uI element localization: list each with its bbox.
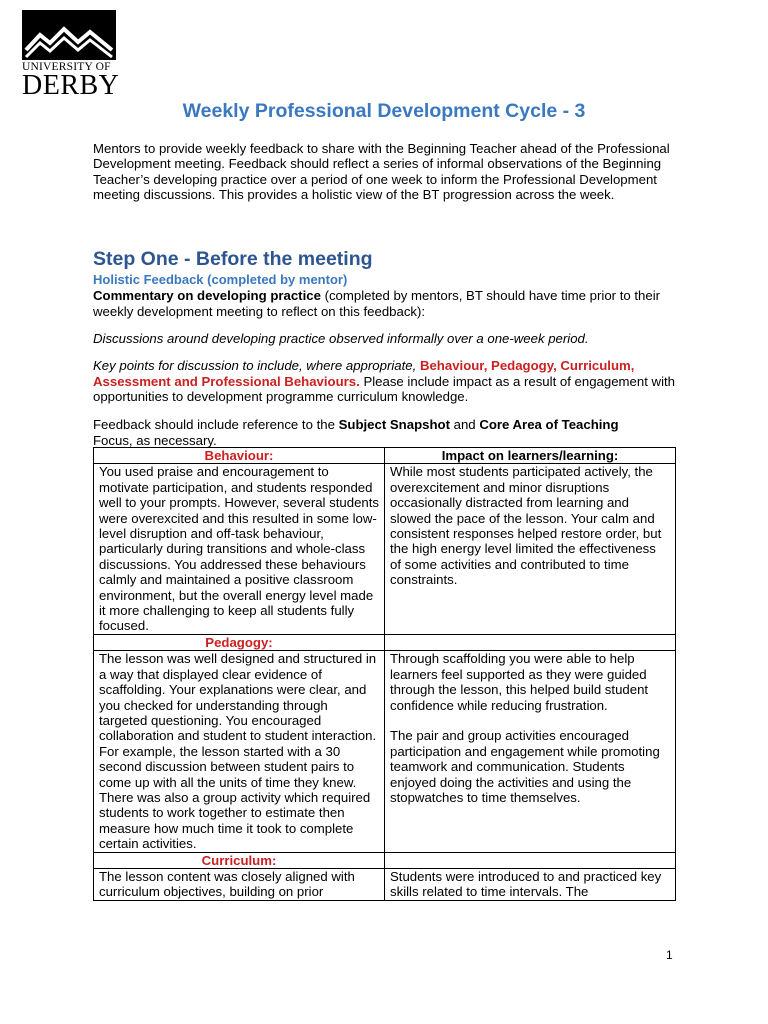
table-row (94, 464, 676, 634)
table-row (94, 651, 676, 852)
key-points-paragraph (93, 358, 693, 405)
pedagogy-header: Pedagogy: (94, 634, 385, 650)
behaviour-cell: You used praise and encouragement to motivate participation, and students responded well to your prompts. However, several students were overexcited and this resulted in some low-level disruption and off-task behaviour, particularly during transitions and whole-class discussions. You addressed these behaviours calmly and maintained a positive classroom environment, but the overall energy level made it more challenging to keep all students fully focused. (94, 464, 385, 634)
pedagogy-impact-paragraph-2: The pair and group activities encouraged participation and engagement while promoting teamwork and communication. Students enjoyed doing the activities and using the stopwatches to time themselves. (390, 728, 660, 805)
empty-header-cell (385, 634, 676, 650)
subject-snapshot-text: Subject Snapshot (338, 417, 450, 432)
document-title: Weekly Professional Development Cycle - 3 (182, 100, 586, 122)
table-row (94, 448, 676, 464)
step-one-heading: Step One - Before the meeting (93, 248, 373, 270)
impact-header: Impact on learners/learning: (385, 448, 676, 464)
university-logo (22, 10, 120, 101)
behaviour-header: Behaviour: (94, 448, 385, 464)
feedback-reference-paragraph (93, 417, 693, 448)
feedback-suffix: Focus, as necessary. (93, 432, 217, 448)
pedagogy-impact-cell (385, 651, 676, 852)
feedback-table (93, 447, 676, 901)
curriculum-impact-cell: Students were introduced to and practiced key skills related to time intervals. The (385, 868, 676, 900)
page-number: 1 (666, 948, 673, 962)
key-points-prefix: Key points for discussion to include, where appropriate, (93, 358, 420, 373)
pedagogy-impact-paragraph-1: Through scaffolding you were able to help learners feel supported as they were guided through the lesson, this helped build student confidence while reducing frustration. (390, 651, 649, 713)
logo-derby-text: DERBY (22, 70, 120, 101)
mountain-logo-icon (22, 10, 116, 60)
commentary-paragraph (93, 288, 693, 319)
commentary-rest: (completed by mentors, BT should have time prior to their weekly development meeting to reflect on this feedback): (93, 288, 661, 319)
discussions-paragraph: Discussions around developing practice observed informally over a one-week period. (93, 331, 589, 346)
pedagogy-cell: The lesson was well designed and structured in a way that displayed clear evidence of scaffolding. Your explanations were clear, and you checked for understanding through targeted questioning. You encouraged collaboration and student to student interaction. For example, the lesson started with a 30 second discussion between student pairs to come up with all the units of time they knew. There was also a group activity which required students to work together to estimate then measure how much time it took to complete certain activities. (94, 651, 385, 852)
behaviour-impact-cell: While most students participated actively, the overexcitement and minor disruptions occasionally distracted from learning and slowed the pace of the lesson. Your calm and consistent responses helped restore order, but the high energy level limited the effectiveness of some activities and contributed to time constraints. (385, 464, 676, 634)
table-row (94, 868, 676, 900)
table-row (94, 852, 676, 868)
holistic-feedback-subheading: Holistic Feedback (completed by mentor) (93, 272, 348, 287)
key-points-suffix: Please include impact as a result of engagement with opportunities to development programme curriculum knowledge. (93, 373, 675, 405)
core-area-text: Core Area of Teaching (479, 417, 619, 432)
commentary-bold: Commentary on developing practice (93, 288, 321, 303)
curriculum-header: Curriculum: (94, 852, 385, 868)
key-points-topics: Behaviour, Pedagogy, Curriculum, Assessment and Professional Behaviours. (93, 358, 635, 389)
curriculum-cell: The lesson content was closely aligned with curriculum objectives, building on prior (94, 868, 385, 900)
table-row (94, 634, 676, 650)
feedback-and: and (449, 417, 480, 432)
logo-university-text: UNIVERSITY OF (22, 61, 111, 73)
empty-header-cell (385, 852, 676, 868)
feedback-prefix: Feedback should include reference to the (93, 417, 339, 432)
intro-paragraph: Mentors to provide weekly feedback to share with the Beginning Teacher ahead of the Professional Development meeting. Feedback should reflect a series of informal observations of the Beginning Teacher’s developing practice over a period of one week to inform the Professional Development meeting discussions. This provides a holistic view of the BT progression across the week. (93, 141, 670, 203)
